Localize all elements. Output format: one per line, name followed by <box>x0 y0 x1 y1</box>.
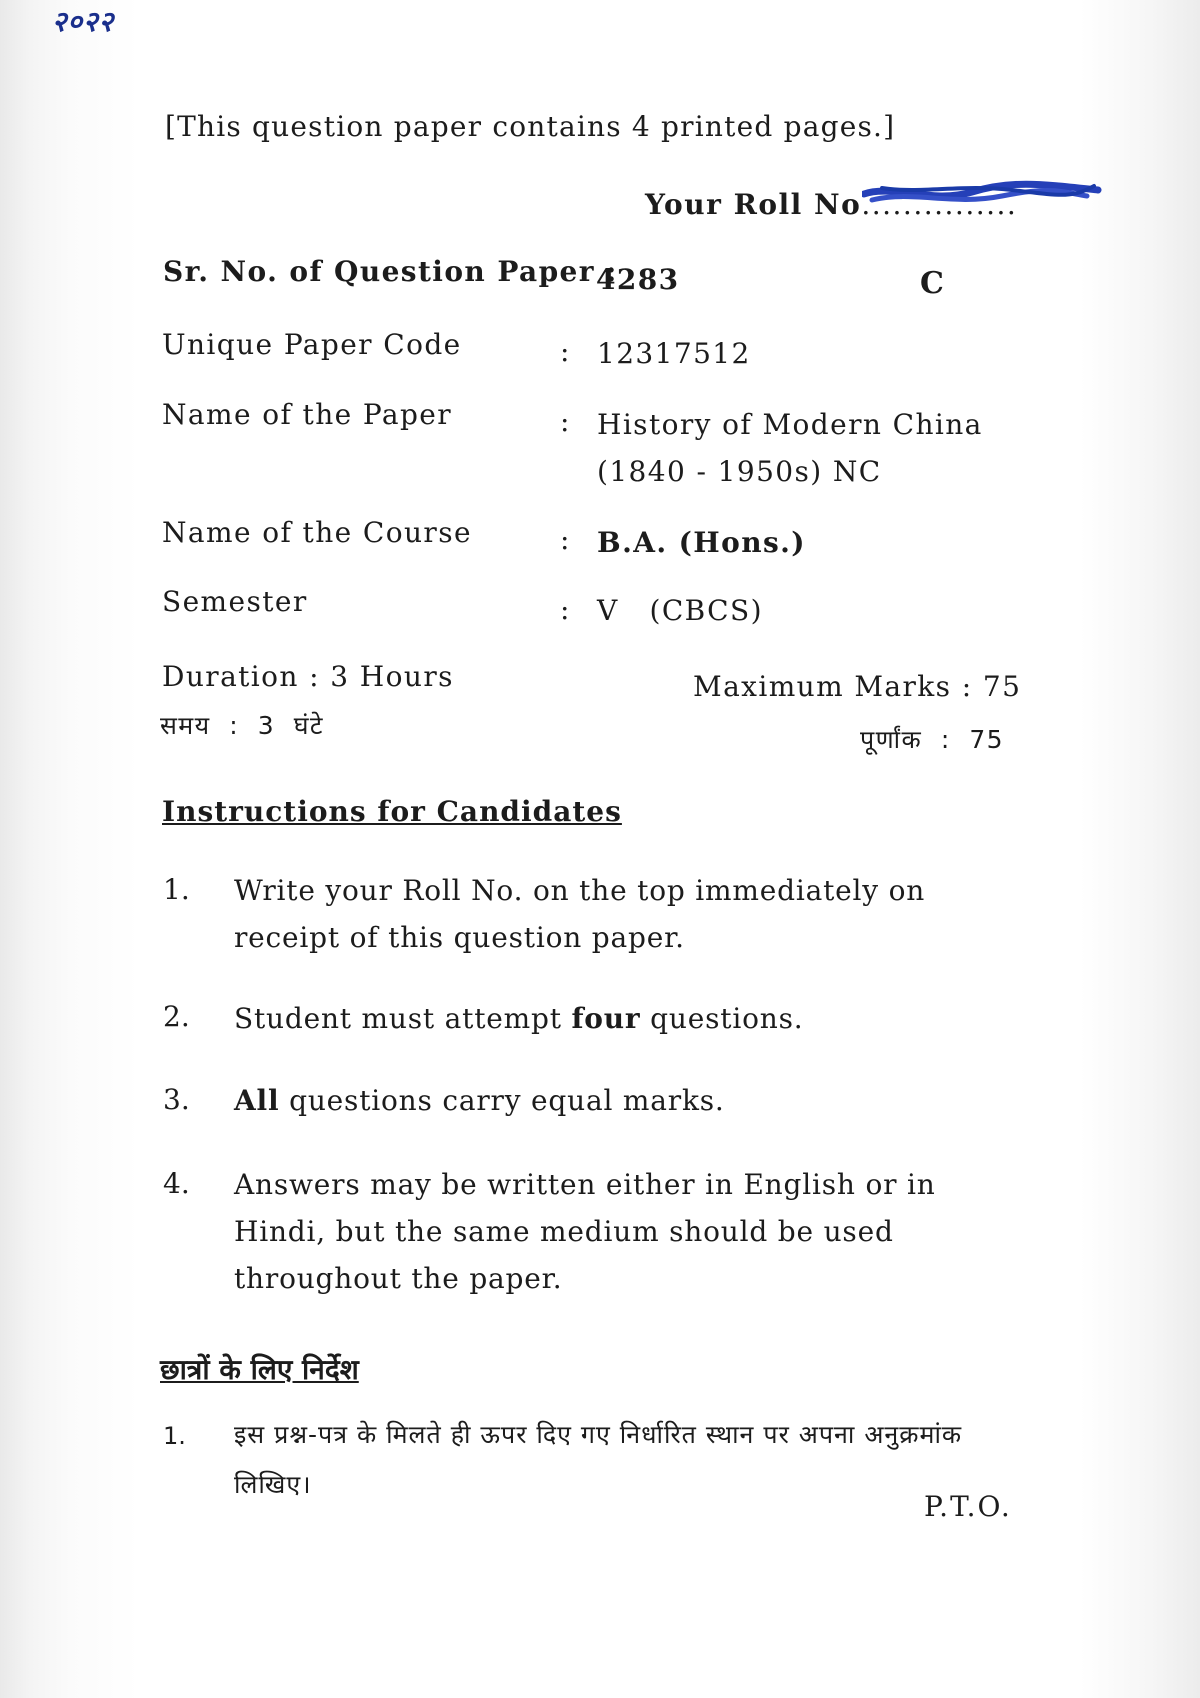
roll-number-label: Your Roll No <box>645 188 862 221</box>
unique-paper-code-label: Unique Paper Code <box>162 328 462 361</box>
page-count-note: [This question paper contains 4 printed pages.] <box>165 110 896 143</box>
paper-name-line-2: (1840 - 1950s) NC <box>597 455 882 488</box>
serial-number-value: 4283 <box>596 263 680 296</box>
hindi-instruction-1-text: इस प्रश्न-पत्र के मिलते ही ऊपर दिए गए निर्धारित स्थान पर अपना अनुक्रमांक लिखिए। <box>234 1420 963 1499</box>
instruction-1-text: Write your Roll No. on the top immediately on receipt of this question paper. <box>234 874 926 954</box>
maximum-marks-english: Maximum Marks : 75 <box>693 670 1022 703</box>
course-name-value: B.A. (Hons.) <box>597 526 806 559</box>
instruction-3-text <box>234 1077 1034 1124</box>
duration-hindi: समय : 3 घंटे <box>160 711 324 740</box>
instruction-3-text-end: questions carry equal marks. <box>279 1084 725 1117</box>
hindi-instruction-1-number: 1. <box>163 1422 186 1450</box>
instruction-2-emphasis: four <box>571 1002 641 1035</box>
instruction-4-text: Answers may be written either in English or in Hindi, but the same medium should be used throughout the paper. <box>234 1168 936 1295</box>
course-name-label: Name of the Course <box>162 516 472 549</box>
instruction-2-text <box>234 995 1034 1042</box>
unique-paper-code-value: 12317512 <box>597 337 751 370</box>
handwritten-year-note: २०२२ <box>52 5 115 38</box>
hindi-instructions-heading: छात्रों के लिए निर्देश <box>160 1353 359 1386</box>
paper-name-label: Name of the Paper <box>162 398 453 431</box>
instruction-3-number: 3. <box>163 1083 190 1116</box>
paper-name-line-1: History of Modern China <box>597 408 983 441</box>
instruction-3-emphasis: All <box>234 1084 280 1117</box>
semester-value: V (CBCS) <box>597 594 763 627</box>
semester-label: Semester <box>162 585 308 618</box>
instruction-2-number: 2. <box>163 1000 190 1033</box>
instruction-1-number: 1. <box>163 873 190 906</box>
paper-set-letter: C <box>920 266 944 301</box>
ink-scribble-redaction <box>862 180 1102 210</box>
please-turn-over: P.T.O. <box>924 1490 1012 1523</box>
duration-english: Duration : 3 Hours <box>162 660 454 693</box>
instruction-2-text-start: Student must attempt <box>234 1002 572 1035</box>
unique-paper-code-colon: : <box>560 335 570 368</box>
serial-number-label: Sr. No. of Question Paper : <box>163 255 618 288</box>
paper-name-colon: : <box>560 405 570 438</box>
course-name-colon: : <box>560 523 570 556</box>
instruction-4-number: 4. <box>163 1167 190 1200</box>
instructions-heading: Instructions for Candidates <box>162 795 622 828</box>
maximum-marks-hindi: पूर्णांक : 75 <box>860 725 1004 754</box>
roll-number-dots: ............... <box>861 188 1018 221</box>
instruction-2-text-end: questions. <box>640 1002 804 1035</box>
semester-colon: : <box>560 593 570 626</box>
